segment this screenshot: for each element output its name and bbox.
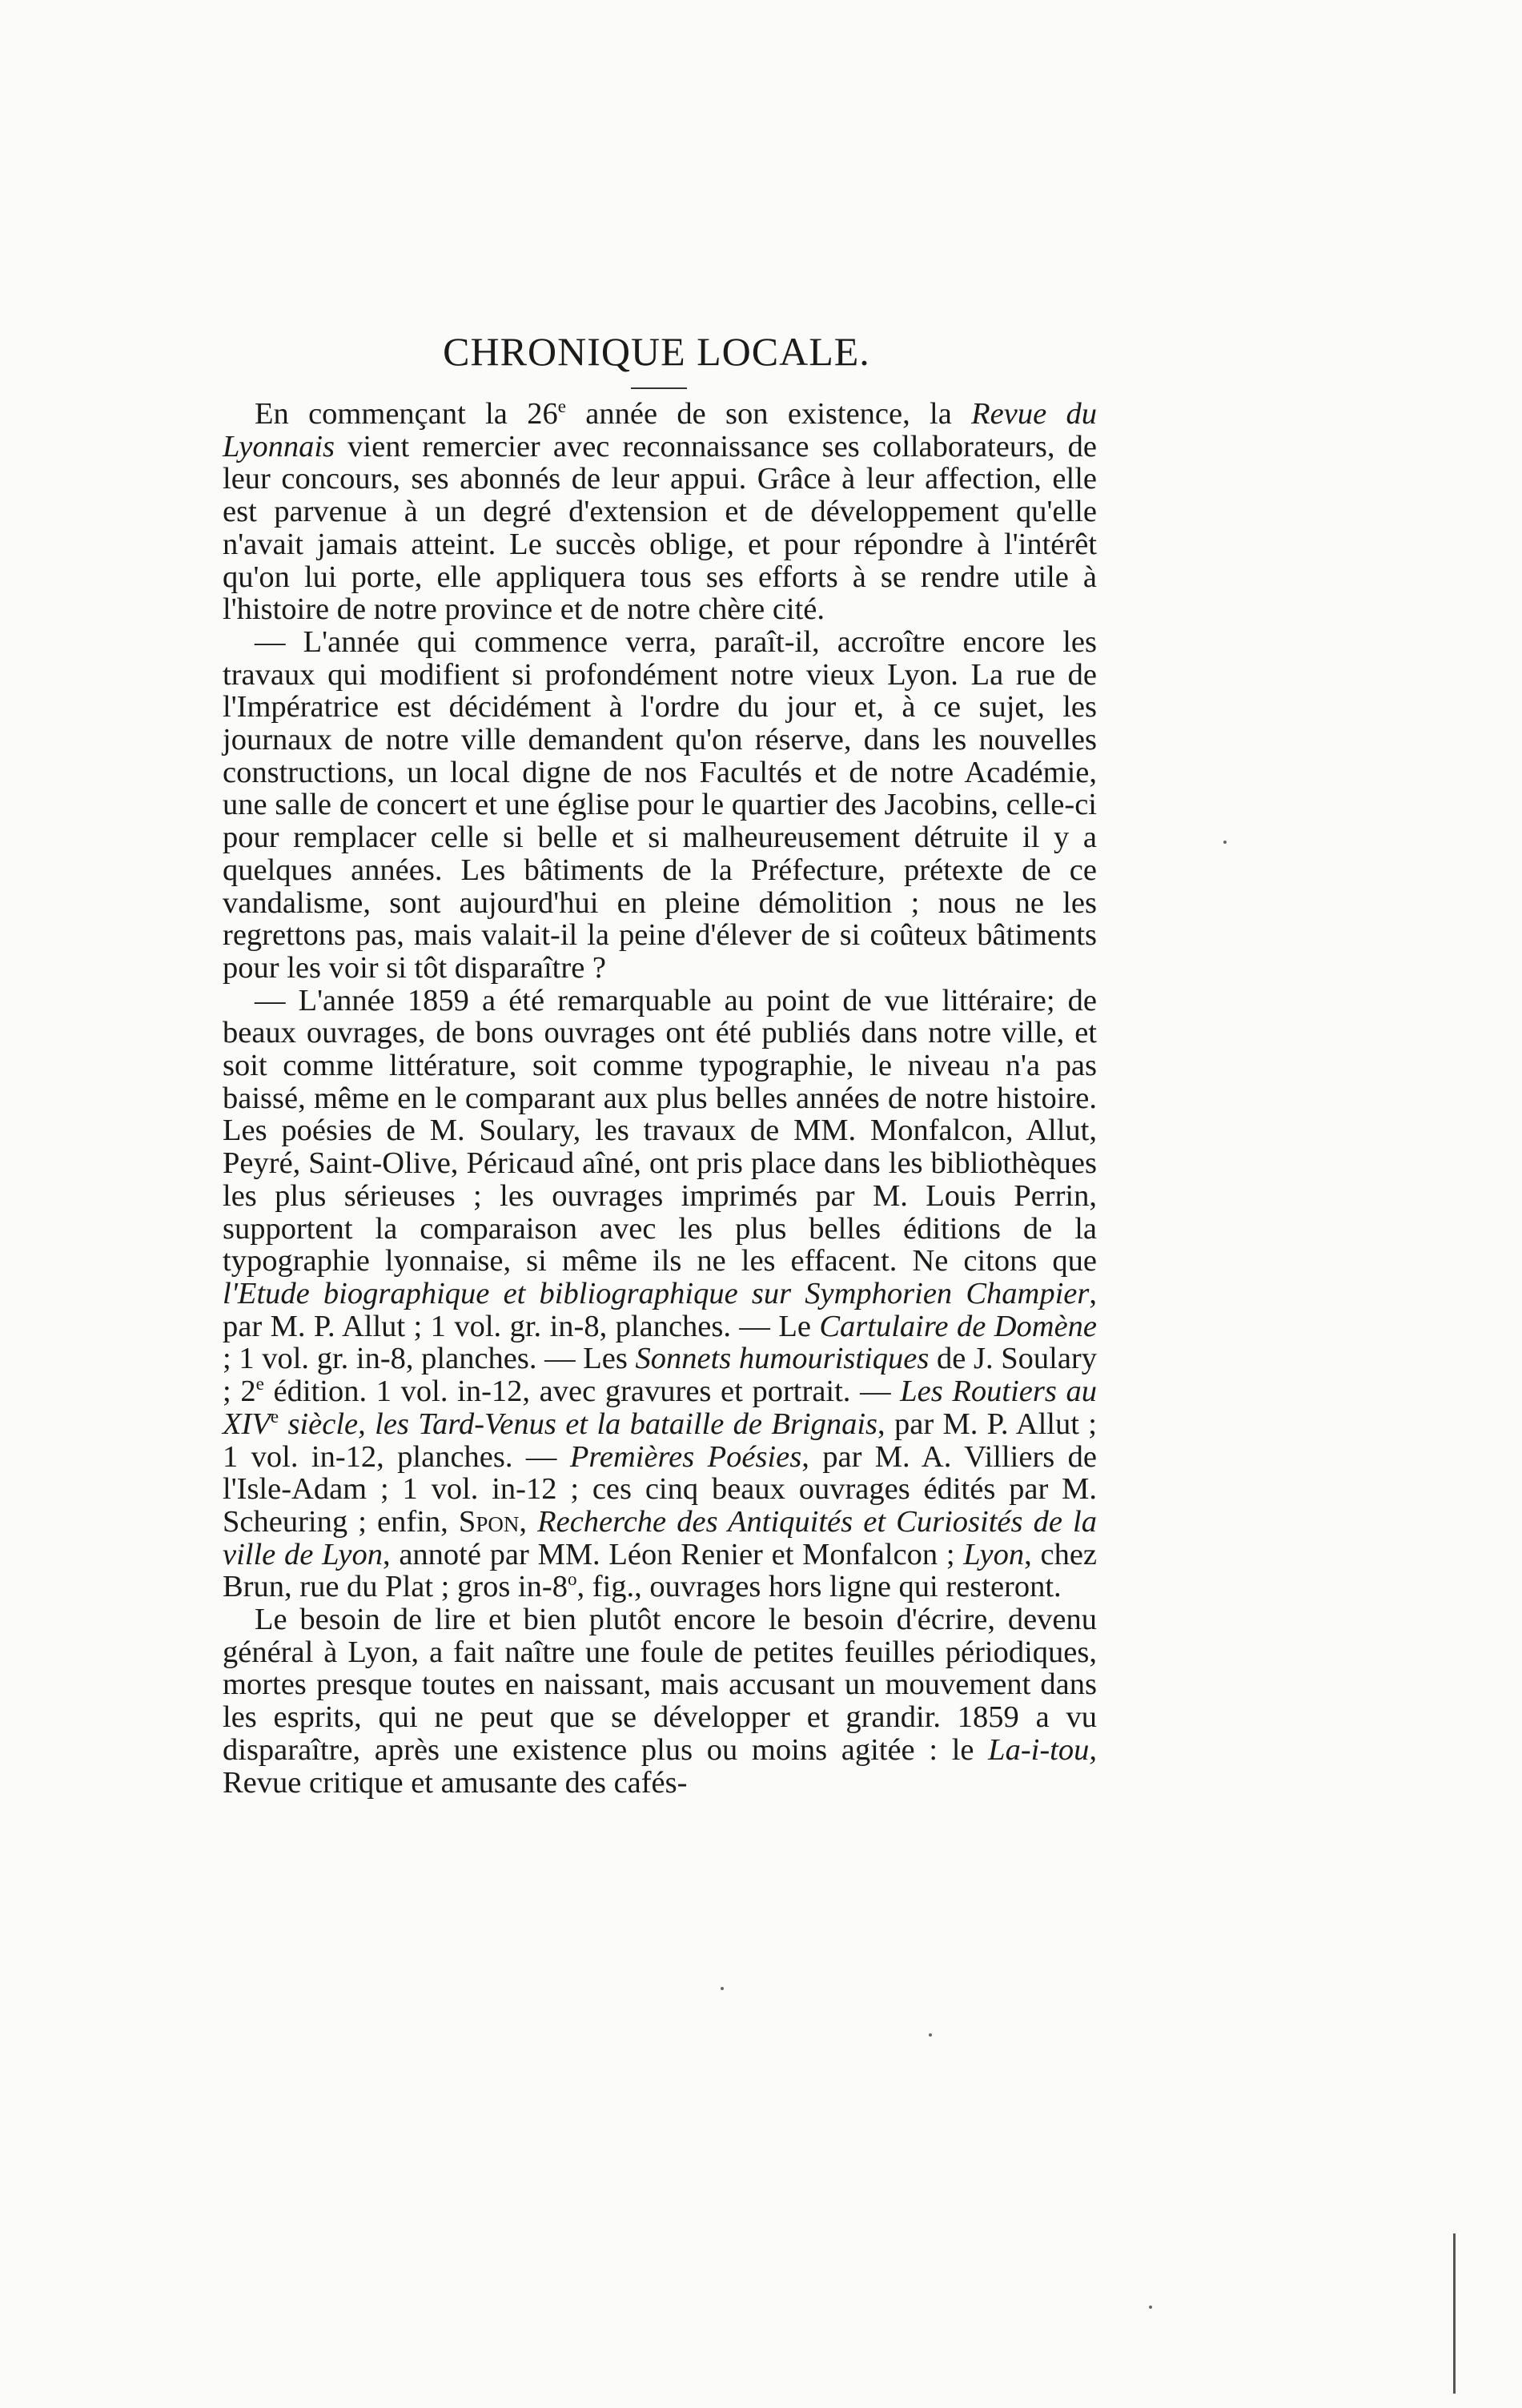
scan-speck [721, 1987, 724, 1990]
scan-speck [1223, 841, 1227, 844]
page-title: CHRONIQUE LOCALE. [443, 329, 870, 374]
paragraph-4: Le besoin de lire et bien plutôt encore le besoin d'écrire, devenu général à Lyon, a fait naître une foule de petites feuilles périodiques, mortes presque toutes en naissant, mais accusant un mouvement dans les esprits, qui ne peut que se développer et grandir. 1859 a vu disparaître, après une existence plus ou moins agitée : le La-i-tou, Revue critique et amusante des cafés- [223, 1603, 1097, 1800]
article-body [223, 395, 1098, 1800]
scan-margin-line [1453, 2233, 1456, 2394]
paragraph-2: — L'année qui commence verra, paraît-il, accroître encore les travaux qui modifient si profondément notre vieux Lyon. La rue de l'Impératrice est décidément à l'ordre du jour et, à ce sujet, les journaux de notre ville demandent qu'on réserve, dans les nouvelles constructions, un local digne de nos Facultés et de notre Académie, une salle de concert et une église pour le quartier des Jacobins, celle-ci pour remplacer celle si belle et si malheureusement détruite il y a quelques années. Les bâtiments de la Préfecture, prétexte de ce vandalisme, sont aujourd'hui en pleine démolition ; nous ne les regrettons pas, mais valait-il la peine d'élever de si coûteux bâtiments pour les voir si tôt disparaître ? [223, 624, 1097, 985]
paragraph-1: En commençant la 26e année de son existence, la Revue du Lyonnais vient remercier avec reconnaissance ses collaborateurs, de leur concours, ses abonnés de leur appui. Grâce à leur affection, elle est parvenue à un degré d'extension et de développement qu'elle n'avait jamais atteint. Le succès oblige, et pour répondre à l'intérêt qu'on lui porte, elle appliquera tous ses efforts à se rendre utile à l'histoire de notre province et de notre chère cité. [223, 395, 1097, 627]
scan-speck [929, 2033, 932, 2037]
paragraph-3: — L'année 1859 a été remarquable au point de vue littéraire; de beaux ouvrages, de bons ouvrages ont été publiés dans notre ville, et soit comme littérature, soit comme typographie, le niveau n'a pas baissé, même en le comparant aux plus belles années de notre histoire. Les poésies de M. Soulary, les travaux de MM. Monfalcon, Allut, Peyré, Saint-Olive, Péricaud aîné, ont pris place dans les bibliothèques les plus sérieuses ; les ouvrages imprimés par M. Louis Perrin, supportent la comparaison avec les plus belles éditions de la typographie lyonnaise, si même ils ne les effacent. Ne citons que l'Etude biographique et bibliographique sur Symphorien Champier, par M. P. Allut ; 1 vol. gr. in-8, planches. — Le Cartulaire de Domène ; 1 vol. gr. in-8, planches. — Les Sonnets humouristiques de J. Soulary ; 2e édition. 1 vol. in-12, avec gravures et portrait. — Les Routiers au XIVe siècle, les Tard-Venus et la bataille de Brignais, par M. P. Allut ; 1 vol. in-12, planches. — Premières Poésies, par M. A. Villiers de l'Isle-Adam ; 1 vol. in-12 ; ces cinq beaux ouvrages édités par M. Scheuring ; enfin, Spon, Recherche des Antiquités et Curiosités de la ville de Lyon, annoté par MM. Léon Renier et Monfalcon ; Lyon, chez Brun, rue du Plat ; gros in-8$^o$, fig., ouvrages hors ligne qui resteront. [223, 983, 1098, 1604]
scan-speck [1149, 2306, 1152, 2309]
title-rule [631, 387, 687, 389]
